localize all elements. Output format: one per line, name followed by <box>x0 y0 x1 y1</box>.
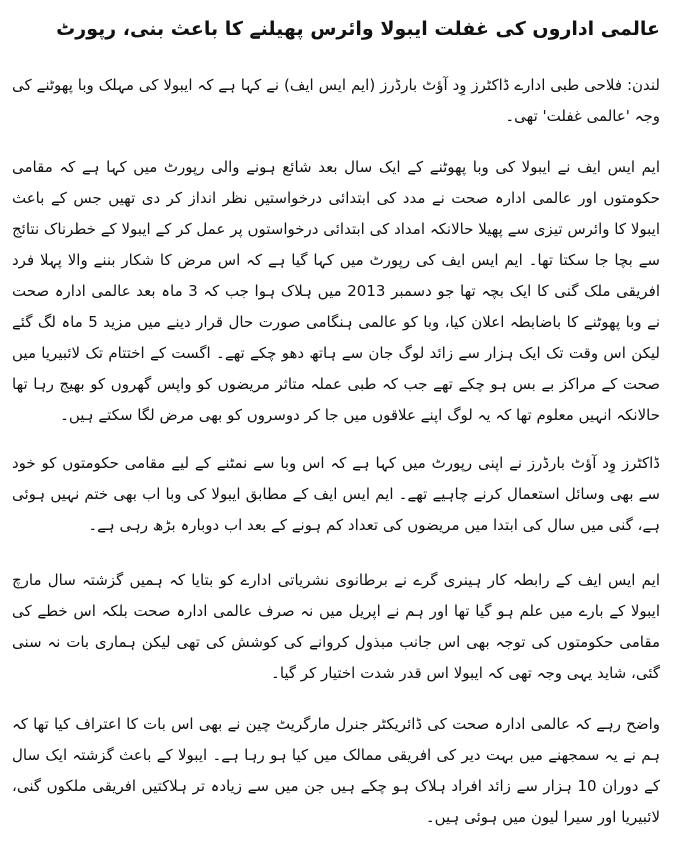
article <box>12 0 660 857</box>
lead-paragraph: لندن: فلاحی طبی ادارے ڈاکٹرز وِد آؤٹ بارڈرز (ایم ایس ایف) نے کہا ہے کہ ایبولا کی مہلک وبا پھوٹنے کی وجہ 'عالمی غفلت' تھی۔ <box>12 76 660 125</box>
body-paragraph-local-resources: ڈاکٹرز وِد آؤٹ بارڈرز نے اپنی رپورٹ میں کہا ہے کہ اس وبا سے نمٹنے کے لیے مقامی حکومتوں کو خود سے بھی وسائل استعمال کرنے چاہیے تھے۔ ایم ایس ایف کے مطابق ایبولا کی وبا اب بھی ختم نہیں ہوئی ہے، گنی میں سال کی ابتدا میں مریضوں کی تعداد کم ہونے کے بعد اب دوبارہ بڑھ رہی ہے۔ <box>12 454 660 534</box>
body-paragraph-report: ایم ایس ایف نے ایبولا کی وبا پھوٹنے کے ایک سال بعد شائع ہونے والی رپورٹ میں کہا ہے کہ مقامی حکومتوں اور عالمی ادارہ صحت نے مدد کی ابتدائی درخواستیں نظر انداز کر دی تھیں جس کے باعث ایبولا کا وائرس تیزی سے پھیلا حالانکہ امداد کی ابتدائی درخواستوں پر عمل کر کے ایبولا کے خطرناک نتائج سے بچا جا سکتا تھا۔ ایم ایس ایف کی رپورٹ میں کہا گیا ہے کہ اس مرض کا شکار بننے والا پہلا فرد افریقی ملک گنی کا ایک بچہ تھا جو دسمبر 2013 میں ہلاک ہوا جب کہ 3 ماہ بعد عالمی ادارہ صحت نے وبا پھوٹنے کا باضابطہ اعلان کیا، وبا کو عالمی ہنگامی صورت حال قرار دینے میں مزید 5 ماہ لگ گئے لیکن اس وقت تک ایک ہزار سے زائد لوگ جان سے ہاتھ دھو چکے تھے۔ اگست کے اختتام تک لائبیریا میں صحت کے مراکز بے بس ہو چکے تھے جب کہ طبی عملہ متاثر مریضوں کو واپس گھروں کو بھیج رہا تھا حالانکہ انہیں معلوم تھا کہ یہ لوگ اپنے علاقوں میں جا کر دوسروں کو بھی مرض لگا سکتے ہیں۔ <box>12 158 661 424</box>
body-paragraph-coordinator-quote: ایم ایس ایف کے رابطہ کار ہینری گرے نے برطانوی نشریاتی ادارے کو بتایا کہ ہمیں گزشتہ سال مارچ ایبولا کے بارے میں علم ہو گیا تھا اور ہم نے اپریل میں نہ صرف عالمی ادارہ صحت بلکہ اس خطے کی مقامی حکومتوں کی توجہ بھی اس جانب مبذول کروانے کی کوشش کی تھی لیکن ہماری بات نہ سنی گئی، شاید یہی وجہ تھی کہ ایبولا اس قدر شدت اختیار کر گیا۔ <box>12 571 660 682</box>
article-headline: عالمی اداروں کی غفلت ایبولا وائرس پھیلنے کا باعث بنی، رپورٹ <box>56 18 660 40</box>
body-paragraph-who-admission: واضح رہے کہ عالمی ادارہ صحت کی ڈائریکٹر جنرل مارگریٹ چین نے بھی اس بات کا اعتراف کیا تھا کہ ہم نے یہ سمجھنے میں بہت دیر کی افریقی ممالک میں کیا ہو رہا ہے۔ ایبولا کے باعث گزشتہ ایک سال کے دوران 10 ہزار سے زائد افراد ہلاک ہو چکے ہیں جن میں سے زیادہ تر ہلاکتیں افریقی ملکوں گنی، لائبیریا اور سیرا لیون میں ہوئی ہیں۔ <box>12 715 660 826</box>
